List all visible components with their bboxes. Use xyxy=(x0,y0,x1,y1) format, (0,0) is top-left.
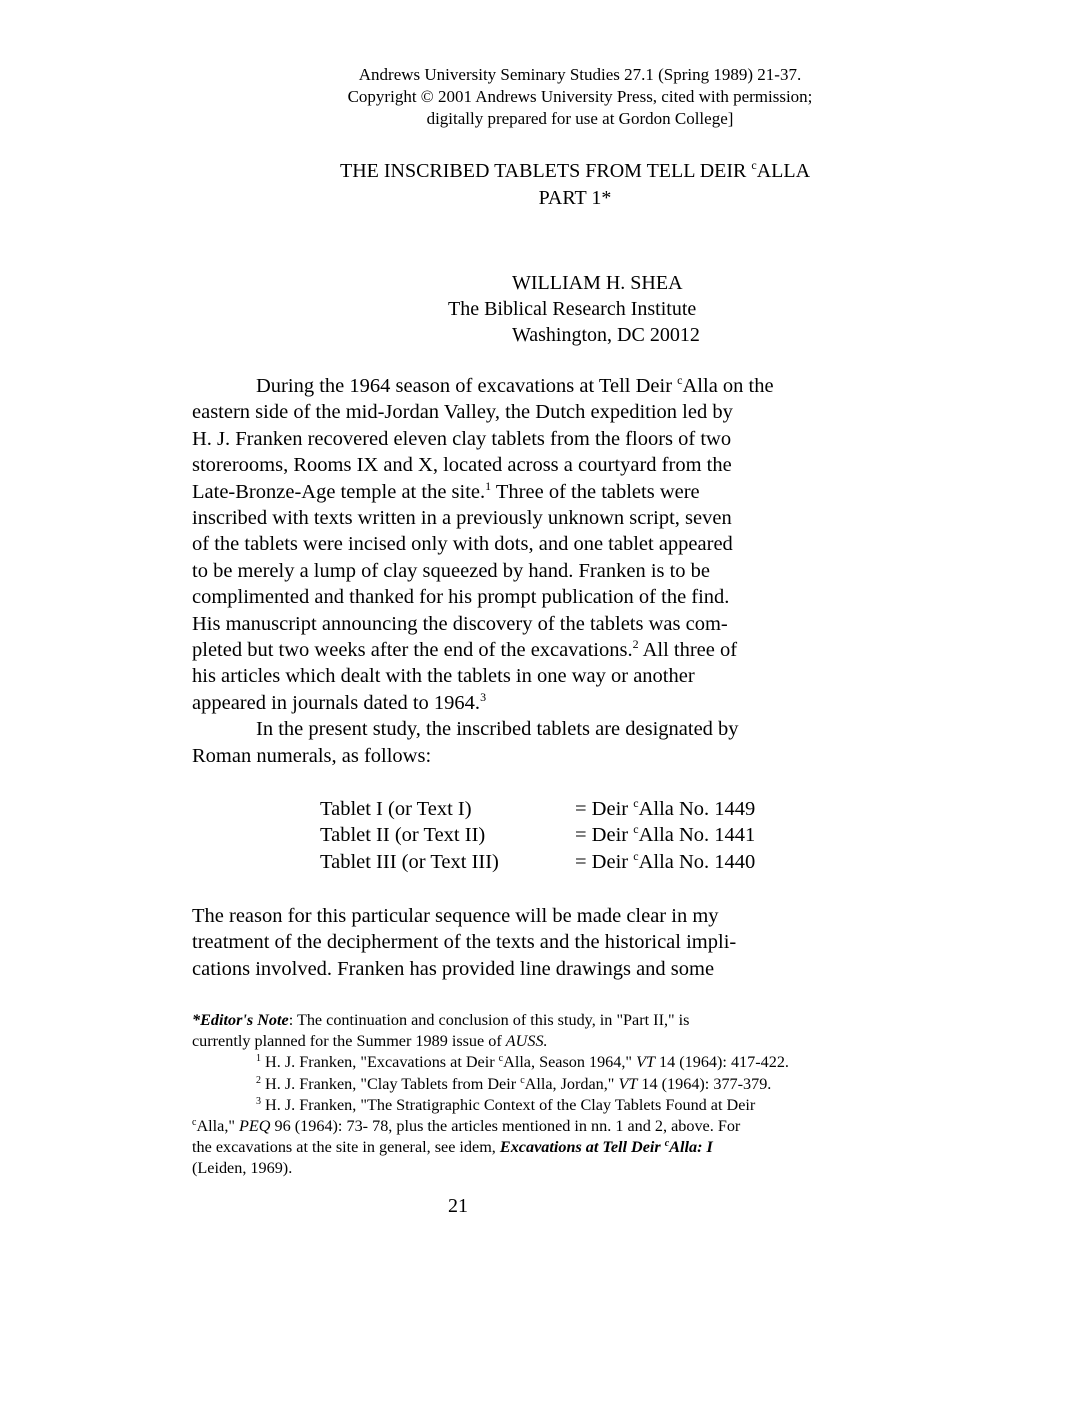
text-run: appeared in journals dated to 1964. xyxy=(192,691,481,714)
p1-line-1 xyxy=(192,373,832,399)
p1-line-7: of the tablets were incised only with dots, and one tablet appeared xyxy=(192,533,733,556)
journal-title: VT xyxy=(636,1053,655,1072)
footnote-2 xyxy=(192,1074,912,1095)
tablet-row xyxy=(320,849,755,875)
p1-line-12: his articles which dealt with the tablets in one way or another xyxy=(192,665,695,688)
p3-line-2: treatment of the decipherment of the texts and the historical impli- xyxy=(192,931,737,954)
text-run: H. J. Franken, "Clay Tablets from Deir xyxy=(261,1074,521,1093)
text-run: H. J. Franken, "The Stratigraphic Context of the Clay Tablets Found at Deir xyxy=(261,1095,756,1114)
citation-line-1: Andrews University Seminary Studies 27.1 (Spring 1989) 21-37. xyxy=(358,65,802,84)
tablet-equivalent xyxy=(575,849,755,875)
title-line-2: PART 1* xyxy=(538,187,612,209)
body-paragraph-3 xyxy=(192,903,832,982)
p1-line-10: His manuscript announcing the discovery of the tablets was com- xyxy=(192,612,728,635)
tablet-label: Tablet III (or Text III) xyxy=(320,850,499,873)
p2-line-2: Roman numerals, as follows: xyxy=(192,744,432,767)
footnote-ref-2[interactable]: 2 xyxy=(632,637,639,652)
p2-line-1: In the present study, the inscribed tablets are designated by xyxy=(256,718,739,741)
tablet-label: Tablet I (or Text I) xyxy=(320,798,472,820)
text-run: * xyxy=(192,1011,201,1029)
text-run: Late-Bronze-Age temple at the site. xyxy=(192,480,486,503)
author-affiliation: The Biblical Research Institute xyxy=(448,298,697,320)
text-run: Alla," xyxy=(196,1117,240,1136)
text-run: Alla No. 1440 xyxy=(638,850,756,873)
citation-line-3: digitally prepared for use at Gordon College] xyxy=(426,109,734,128)
text-run: pleted but two weeks after the end of the excavations. xyxy=(192,639,633,662)
p1-line-2: eastern side of the mid-Jordan Valley, the Dutch expedition led by xyxy=(192,401,733,424)
p3-line-3: cations involved. Franken has provided line drawings and some xyxy=(192,957,715,980)
p1-line-8: to be merely a lump of clay squeezed by hand. Franken is to be xyxy=(192,559,711,582)
footnote-number: 1 xyxy=(256,1053,261,1065)
ayin-mark: c xyxy=(633,822,639,837)
author-location: Washington, DC 20012 xyxy=(512,324,700,346)
editor-note-line-2 xyxy=(192,1031,912,1052)
text-run: Alla No. 1441 xyxy=(638,824,756,847)
text-run: = Deir xyxy=(575,798,634,820)
text-run: Three of the tablets were xyxy=(491,480,700,503)
citation-header xyxy=(300,64,860,130)
ayin-mark: c xyxy=(520,1074,525,1086)
body-paragraphs xyxy=(192,373,832,769)
p1-line-9: complimented and thanked for his prompt publication of the find. xyxy=(192,586,730,609)
footnote-3-line-2 xyxy=(192,1116,912,1137)
text-run: : The continuation and conclusion of this study, in "Part II," is xyxy=(288,1011,690,1029)
editor-note-line-1 xyxy=(192,1010,912,1031)
footnote-1 xyxy=(192,1052,912,1073)
text-run: 14 (1964): 377-379. xyxy=(637,1074,772,1093)
p1-line-6: inscribed with texts written in a previously unknown script, seven xyxy=(192,507,732,530)
ayin-mark: c xyxy=(192,1117,197,1129)
text-run: Alla No. 1449 xyxy=(638,798,756,820)
title-text: THE INSCRIBED TABLETS FROM TELL DEIR xyxy=(339,160,752,182)
tablet-designation-table xyxy=(320,796,755,875)
title-line-1 xyxy=(190,158,960,185)
p3-line-1: The reason for this particular sequence will be made clear in my xyxy=(192,905,719,927)
page-number: 21 xyxy=(448,1195,468,1217)
journal-title: AUSS. xyxy=(505,1032,548,1051)
footnotes xyxy=(192,1010,912,1180)
footnote-number: 2 xyxy=(256,1074,261,1086)
text-run: Alla on the xyxy=(682,375,774,397)
ayin-mark: c xyxy=(664,1138,670,1150)
tablet-equivalent xyxy=(575,822,755,848)
footnote-ref-3[interactable]: 3 xyxy=(480,689,487,704)
text-run: the excavations at the site in general, see idem, xyxy=(192,1138,500,1157)
ayin-mark: c xyxy=(633,796,639,810)
p1-line-11 xyxy=(192,637,832,663)
ayin-mark: c xyxy=(677,373,683,387)
p1-line-4: storerooms, Rooms IX and X, located across a courtyard from the xyxy=(192,454,732,477)
book-title: Excavations at Tell Deir xyxy=(499,1138,665,1157)
editor-note-label: Editor's Note xyxy=(200,1011,289,1029)
text-run: = Deir xyxy=(575,824,634,847)
title-text-end: ALLA xyxy=(756,160,811,182)
author-name: WILLIAM H. SHEA xyxy=(512,272,683,294)
tablet-label: Tablet II (or Text II) xyxy=(320,824,486,847)
journal-title: PEQ xyxy=(239,1117,271,1136)
text-run: 14 (1964): 417-422. xyxy=(654,1053,789,1072)
text-run: During the 1964 season of excavations at Tell Deir xyxy=(256,375,678,397)
p1-line-5 xyxy=(192,479,832,505)
book-title: Alla: I xyxy=(669,1138,713,1157)
article-title xyxy=(190,158,960,212)
tablet-equivalent xyxy=(575,796,755,822)
ayin-mark: c xyxy=(751,158,757,172)
p1-line-13 xyxy=(192,690,832,716)
footnote-3-line-1 xyxy=(192,1095,912,1116)
ayin-mark: c xyxy=(633,848,639,863)
text-run: = Deir xyxy=(575,850,634,873)
p1-line-3: H. J. Franken recovered eleven clay tablets from the floors of two xyxy=(192,427,732,450)
text-run: Alla, Jordan," xyxy=(524,1074,619,1093)
tablet-row xyxy=(320,796,755,822)
footnote-number: 3 xyxy=(256,1095,261,1107)
citation-line-2: Copyright © 2001 Andrews University Press, cited with permission; xyxy=(347,87,813,106)
text-run: H. J. Franken, "Excavations at Deir xyxy=(261,1053,499,1072)
journal-title: VT xyxy=(618,1074,638,1093)
tablet-row xyxy=(320,822,755,848)
text-run: Alla, Season 1964," xyxy=(503,1053,637,1072)
footnote-ref-1[interactable]: 1 xyxy=(485,478,492,493)
text-run: currently planned for the Summer 1989 issue of xyxy=(192,1032,506,1051)
footnote-3-line-3 xyxy=(192,1137,912,1158)
text-run: All three of xyxy=(638,639,738,662)
ayin-mark: c xyxy=(498,1053,504,1065)
footnote-3-line-4: (Leiden, 1969). xyxy=(192,1159,293,1178)
text-run: 96 (1964): 73- 78, plus the articles mentioned in nn. 1 and 2, above. For xyxy=(270,1117,741,1136)
